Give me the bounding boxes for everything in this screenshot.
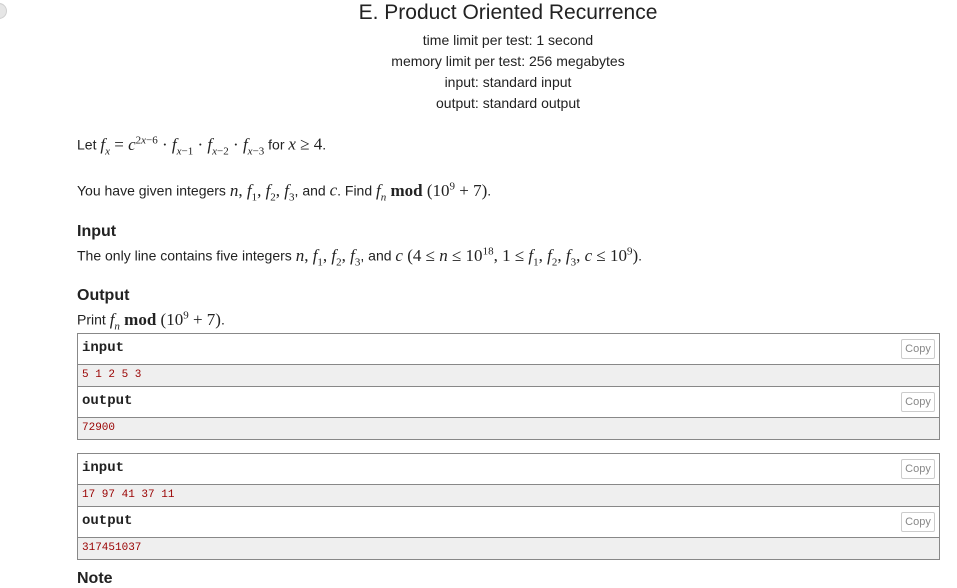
example-input-header xyxy=(78,454,939,485)
find-word: . Find xyxy=(337,182,373,199)
input-section xyxy=(77,222,947,271)
input-text-start: The only line contains five integers xyxy=(77,247,292,264)
input-spec: input: standard input xyxy=(444,74,572,90)
example-input-data xyxy=(78,365,939,387)
output-section xyxy=(77,286,947,335)
memory-limit: memory limit per test: 256 megabytes xyxy=(391,53,625,69)
example-output-data xyxy=(78,418,939,439)
copy-input-button[interactable]: Copy xyxy=(901,339,935,359)
example-output-label: output xyxy=(82,393,133,409)
example-output-header xyxy=(78,387,939,418)
example-output-data xyxy=(78,538,939,559)
for-word: for xyxy=(268,136,285,153)
example-2 xyxy=(77,453,940,560)
example-input-data xyxy=(78,485,939,507)
copy-input-button[interactable]: Copy xyxy=(901,459,935,479)
example-input-text: 5 1 2 5 3 xyxy=(82,369,142,381)
problem-title: E. Product Oriented Recurrence xyxy=(358,1,658,24)
legend-task: You have given integers n, $f_1$, $f_2$, $f_3$, and c. Find $f_n$ mod $(10^9 + 7)$. xyxy=(77,180,492,204)
time-limit: time limit per test: 1 second xyxy=(422,32,594,48)
copy-output-button[interactable]: Copy xyxy=(901,512,935,532)
example-output-header xyxy=(78,507,939,538)
output-formula: $f_n$ mod $(10^9 + 7)$ xyxy=(109,309,221,333)
and-word: and xyxy=(302,182,326,199)
legend-recurrence: Let $f_x = c^{2x-6} \cdot f_{x-1} \cdot f_{x-2} \cdot f_{x-3}$ for x ≥ 4. xyxy=(77,134,327,158)
input-section-title: Input xyxy=(77,223,117,241)
var-c: c xyxy=(329,180,338,200)
example-1 xyxy=(77,333,940,440)
note-title: Note xyxy=(77,570,113,587)
output-section-text: Print $f_n$ mod $(10^9 + 7)$. xyxy=(77,309,225,333)
output-text-start: Print xyxy=(77,311,106,328)
variables-list: n, $f_1$, $f_2$, $f_3$ xyxy=(229,180,295,204)
example-input-label: input xyxy=(82,460,125,476)
recurrence-formula: $f_x = c^{2x-6} \cdot f_{x-1} \cdot f_{x-2} \cdot f_{x-3}$ xyxy=(100,134,265,158)
example-input-label: input xyxy=(82,340,125,356)
copy-output-button[interactable]: Copy xyxy=(901,392,935,412)
example-output-text: 72900 xyxy=(82,422,116,434)
input-section-text: The only line contains five integers n, $f_1$, $f_2$, $f_3$, and c ($4 \le n \le 10^{18}$, $1 \le f_1$, $f_2$, $f_3$, $c \le 10^9$). xyxy=(77,245,643,269)
example-input-text: 17 97 41 37 11 xyxy=(82,489,175,501)
output-section-title: Output xyxy=(77,287,130,305)
output-spec: output: standard output xyxy=(436,95,580,111)
given-integers-text: You have given integers xyxy=(77,182,226,199)
example-output-text: 317451037 xyxy=(82,542,142,554)
example-output-label: output xyxy=(82,513,133,529)
input-variables: n, $f_1$, $f_2$, $f_3$ xyxy=(295,245,361,269)
target-formula: $f_n$ mod $(10^9 + 7)$ xyxy=(376,180,488,204)
example-input-header xyxy=(78,334,939,365)
problem-header xyxy=(0,0,957,114)
range-condition: x ≥ 4 xyxy=(288,134,323,154)
let-word: Let xyxy=(77,136,97,153)
input-and-word: and xyxy=(368,247,392,264)
input-constraints: c ($4 \le n \le 10^{18}$, $1 \le f_1$, $f_2$, $f_3$, $c \le 10^9$) xyxy=(395,245,639,269)
